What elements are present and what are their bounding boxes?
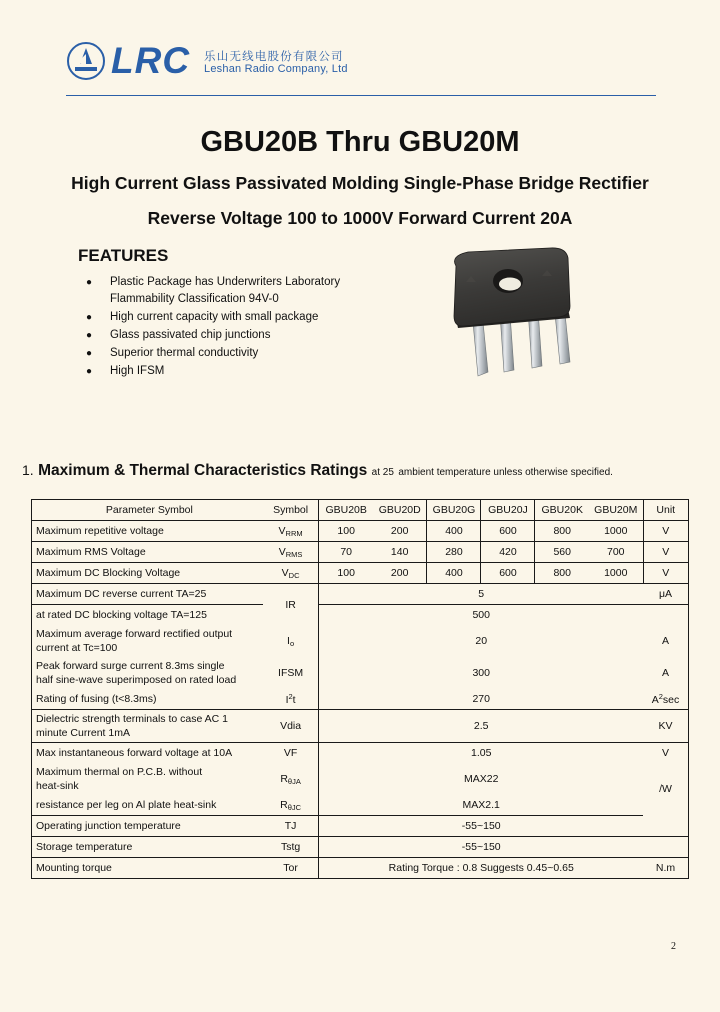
param-io (32, 625, 263, 657)
features-list (86, 274, 416, 381)
page-title: GBU20B Thru GBU20M (200, 126, 520, 158)
page-header (66, 36, 656, 94)
param-i2t: Rating of fusing (t<8.3ms) (32, 689, 263, 710)
value-ifsm: 300 (472, 667, 490, 679)
product-ratings-line: Reverse Voltage 100 to 1000V Forward Current 20A (147, 208, 573, 228)
value-vdc-gbu20g: 400 (427, 563, 481, 584)
symbol-rthja (263, 763, 319, 795)
unit-tstg (643, 837, 688, 858)
value-vdc-gbu20d: 200 (373, 563, 427, 584)
symbol-ifsm: IFSM (263, 657, 319, 689)
company-logo (66, 36, 656, 86)
param-tstg: Storage temperature (32, 837, 263, 858)
unit-vrms: V (643, 542, 688, 563)
value-vrms-gbu20d: 140 (373, 542, 427, 563)
col-header-gbu20g: GBU20G (427, 500, 481, 521)
symbol-sub: DC (288, 570, 300, 580)
header-divider (66, 95, 656, 96)
param-io-line2: current at Tc=100 (36, 642, 118, 654)
symbol-sub: o (289, 638, 295, 648)
unit-main: A (651, 694, 659, 706)
bullet-icon: ● (86, 330, 93, 341)
symbol-sub: θJC (287, 802, 302, 812)
section-title: Maximum & Thermal Characteristics Ratings (38, 462, 368, 479)
product-description: High Current Glass Passivated Molding Single-Phase Bridge Rectifier (71, 173, 649, 193)
lrc-emblem-icon (66, 41, 106, 81)
value-rthja: MAX22 (464, 773, 499, 785)
specifications-table (31, 499, 689, 879)
param-ir-line2: at rated DC blocking voltage TA=125 (32, 605, 263, 626)
col-header-gbu20b: GBU20B (319, 500, 373, 521)
value-vrrm-gbu20j: 600 (481, 521, 535, 542)
table-row (32, 795, 689, 816)
unit-tor: N.m (643, 858, 688, 879)
param-vf: Max instantaneous forward voltage at 10A (32, 743, 263, 764)
symbol-tor: Tor (263, 858, 319, 879)
col-header-gbu20d: GBU20D (373, 500, 427, 521)
param-tj: Operating junction temperature (32, 816, 263, 837)
bullet-icon: ● (86, 277, 93, 288)
value-io: 20 (475, 635, 488, 647)
param-rthja-line2: heat-sink (36, 780, 79, 792)
col-header-gbu20j: GBU20J (481, 500, 535, 521)
value-ir-125c: 500 (472, 609, 490, 621)
logo-wordmark: LRC (111, 40, 191, 81)
symbol-vdc (263, 563, 319, 584)
value-vrms-gbu20j: 420 (481, 542, 535, 563)
list-item (86, 345, 416, 362)
param-rthja-line1: Maximum thermal on P.C.B. without (36, 766, 203, 778)
col-header-unit: Unit (643, 500, 688, 521)
symbol-tail: t (292, 694, 296, 706)
features-heading: FEATURES (78, 246, 169, 265)
value-vdia: 2.5 (319, 710, 643, 743)
page-number: 2 (671, 941, 676, 952)
feature-text: High IFSM (110, 365, 165, 377)
bullet-icon: ● (86, 348, 93, 359)
feature-line-2: Flammability Classification 94V-0 (110, 293, 279, 305)
unit-thermal: /W (643, 763, 688, 816)
table-row (32, 710, 689, 743)
value-vdc-gbu20b: 100 (319, 563, 373, 584)
value-tstg: -55~150 (319, 837, 643, 858)
value-vrms-gbu20k: 560 (535, 542, 589, 563)
symbol-ir: IR (263, 584, 319, 626)
symbol-tj: TJ (263, 816, 319, 837)
list-item (86, 327, 416, 344)
unit-ir-blank (643, 605, 688, 626)
unit-ir: μA (643, 584, 688, 605)
feature-text: Superior thermal conductivity (110, 347, 259, 359)
param-vdia (32, 710, 263, 743)
symbol-vrms (263, 542, 319, 563)
symbol-main: I (285, 694, 289, 706)
param-ifsm-line1: Peak forward surge current 8.3ms single (36, 660, 225, 672)
unit-sup: 2 (658, 692, 663, 701)
value-ir-25c: 5 (319, 584, 643, 605)
bullet-icon: ● (86, 312, 93, 323)
param-vrms: Maximum RMS Voltage (32, 542, 263, 563)
unit-vdia: KV (643, 710, 688, 743)
company-name-en: Leshan Radio Company, Ltd (204, 63, 348, 76)
param-ir-line1: Maximum DC reverse current TA=25 (32, 584, 263, 605)
symbol-main: V (278, 524, 286, 537)
value-i2t: 270 (319, 689, 643, 710)
feature-text: High current capacity with small package (110, 311, 319, 323)
symbol-sup: 2 (288, 692, 293, 701)
table-row (32, 816, 689, 837)
unit-tj (643, 816, 688, 837)
table-header-row (32, 500, 689, 521)
table-row (32, 521, 689, 542)
symbol-main: R (280, 772, 288, 785)
symbol-vf: VF (263, 743, 319, 764)
table-row (32, 837, 689, 858)
table-row (32, 743, 689, 764)
param-vdia-line2: minute Current 1mA (36, 727, 130, 739)
col-header-gbu20k: GBU20K (535, 500, 589, 521)
feature-text (110, 274, 416, 308)
symbol-sub: RRM (285, 528, 303, 538)
value-rthjc: MAX2.1 (319, 795, 643, 816)
symbol-sub: RMS (285, 549, 303, 559)
symbol-vdia: Vdia (263, 710, 319, 743)
value-vrms-gbu20b: 70 (319, 542, 373, 563)
value-vdc-gbu20j: 600 (481, 563, 535, 584)
product-photo-bridge-rectifier (424, 244, 614, 394)
value-vrrm-gbu20k: 800 (535, 521, 589, 542)
company-name-block (204, 45, 348, 77)
unit-ifsm: A (643, 657, 688, 689)
section-condition-post: ambient temperature unless otherwise specified. (398, 467, 613, 478)
param-ifsm-line2: half sine-wave superimposed on rated load (36, 674, 237, 686)
param-vdia-line1: Dielectric strength terminals to case AC 1 (36, 713, 228, 725)
col-header-parameter: Parameter Symbol (32, 500, 263, 521)
symbol-sub: θJA (287, 776, 301, 786)
table-row (32, 605, 689, 626)
param-vdc: Maximum DC Blocking Voltage (32, 563, 263, 584)
value-tj: -55~150 (319, 816, 643, 837)
symbol-main: V (278, 545, 286, 558)
value-vrrm-gbu20d: 200 (373, 521, 427, 542)
table-row (32, 584, 689, 605)
table-row (32, 625, 689, 657)
symbol-vrrm (263, 521, 319, 542)
feature-line-1: Plastic Package has Underwriters Laboratory (110, 276, 341, 288)
unit-io: A (643, 625, 688, 657)
symbol-io (263, 625, 319, 657)
section-condition-pre: at 25 (371, 467, 394, 478)
param-tor: Mounting torque (32, 858, 263, 879)
company-name-cn: 乐山无线电股份有限公司 (204, 48, 344, 63)
table-row (32, 657, 689, 689)
table-row (32, 689, 689, 710)
unit-vf: V (643, 743, 688, 764)
param-rthja (32, 763, 263, 795)
param-io-line1: Maximum average forward rectified output (36, 628, 233, 640)
param-rthjc: resistance per leg on Al plate heat-sink (32, 795, 263, 816)
value-vrrm-gbu20m: 1000 (589, 521, 643, 542)
table-row (32, 858, 689, 879)
value-vdc-gbu20m: 1000 (589, 563, 643, 584)
unit-i2t (643, 689, 688, 710)
list-item (86, 363, 416, 380)
symbol-main: I (287, 634, 290, 647)
value-tor: Rating Torque : 0.8 Suggests 0.45~0.65 (319, 858, 643, 879)
value-vrrm-gbu20b: 100 (319, 521, 373, 542)
col-header-gbu20m: GBU20M (589, 500, 643, 521)
section-number: 1. (22, 462, 34, 478)
param-ifsm (32, 657, 263, 689)
col-header-symbol: Symbol (263, 500, 319, 521)
feature-text: Glass passivated chip junctions (110, 329, 271, 341)
table-row (32, 542, 689, 563)
list-item (86, 274, 416, 308)
symbol-i2t (263, 689, 319, 710)
unit-vdc: V (643, 563, 688, 584)
list-item (86, 309, 416, 326)
table-row (32, 763, 689, 795)
unit-tail: sec (662, 694, 680, 706)
symbol-rthjc (263, 795, 319, 816)
symbol-tstg: Tstg (263, 837, 319, 858)
value-vf: 1.05 (471, 747, 492, 759)
symbol-main: R (280, 798, 288, 811)
param-vrrm: Maximum repetitive voltage (32, 521, 263, 542)
symbol-main: V (281, 566, 289, 579)
bullet-icon: ● (86, 366, 93, 377)
value-vrrm-gbu20g: 400 (427, 521, 481, 542)
table-row (32, 563, 689, 584)
value-vrms-gbu20g: 280 (427, 542, 481, 563)
unit-vrrm: V (643, 521, 688, 542)
value-vrms-gbu20m: 700 (589, 542, 643, 563)
section-heading (22, 462, 712, 480)
value-vdc-gbu20k: 800 (535, 563, 589, 584)
